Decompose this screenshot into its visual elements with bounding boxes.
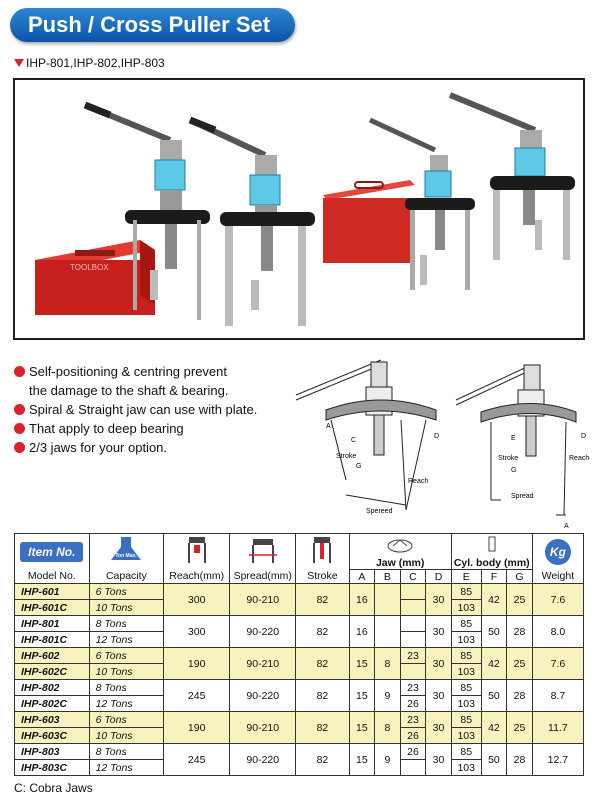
table-cell: 190 <box>164 712 230 744</box>
table-cell <box>400 632 426 648</box>
table-cell: 12 Tons <box>89 632 164 648</box>
svg-text:Spereed: Spereed <box>366 508 393 515</box>
table-cell: 103 <box>451 728 481 744</box>
models-text: IHP-801,IHP-802,IHP-803 <box>26 56 165 70</box>
table-cell: 12 Tons <box>89 696 164 712</box>
table-row <box>15 712 584 728</box>
table-cell: 85 <box>451 584 481 600</box>
table-cell: IHP-601 <box>15 584 90 600</box>
table-cell: 15 <box>349 680 375 712</box>
table-cell: 245 <box>164 680 230 712</box>
table-cell: 8 <box>375 712 401 744</box>
table-cell: IHP-602C <box>15 664 90 680</box>
table-cell: 8 Tons <box>89 680 164 696</box>
spec-table: Item No. Ton Max. Jaw (mm) Cyl. body (mm) Kg Model No. Capacity Reach(mm) Spread(mm) Stroke A B C D E F G Weight IHP-601 6 Tons 300 90-210 82 16 30 85 42 25 7.6 IHP-601C 10 Tons 103 IHP-801 8 Tons 300 90-220 82 16 30 85 50 28 8.0 IHP-801C 12 Tons 103 IHP-602 6 Tons 190 90-210 82 15 8 23 30 85 42 25 7.6 IHP-602C 10 Tons 103 IHP-802 8 Tons 245 90-220 82 15 9 23 30 85 50 28 8.7 IHP-802C 12 Tons 26 103 IHP-603 6 Tons 190 90-210 82 15 8 23 30 85 42 25 11.7 IHP-603C 10 Tons 26 103 IHP-803 8 Tons 245 90-220 82 15 9 26 30 85 50 28 12.7 IHP-803C 12 Tons 103 <box>14 533 584 776</box>
table-cell: 103 <box>451 664 481 680</box>
table-cell: 90-210 <box>230 648 296 680</box>
svg-text:Reach: Reach <box>408 478 429 485</box>
table-cell: IHP-802 <box>15 680 90 696</box>
table-cell: 90-210 <box>230 712 296 744</box>
svg-text:E: E <box>511 435 516 442</box>
item-no-header: Item No. <box>15 534 90 570</box>
table-cell: 15 <box>349 712 375 744</box>
table-cell <box>375 584 401 616</box>
table-cell: 6 Tons <box>89 584 164 600</box>
table-cell: 90-220 <box>230 744 296 776</box>
table-cell: IHP-801C <box>15 632 90 648</box>
table-cell: 82 <box>296 712 349 744</box>
table-cell: 6 Tons <box>89 712 164 728</box>
svg-text:Spread: Spread <box>511 493 534 500</box>
feature-list <box>14 362 304 457</box>
svg-text:Reach: Reach <box>569 455 590 462</box>
table-cell <box>375 616 401 648</box>
table-cell: 28 <box>507 680 533 712</box>
table-cell: 300 <box>164 584 230 616</box>
svg-text:Stroke: Stroke <box>498 455 519 462</box>
svg-text:G: G <box>356 463 362 470</box>
feature-item: 2/3 jaws for your option. <box>14 438 304 457</box>
table-cell: 82 <box>296 680 349 712</box>
table-cell: 30 <box>426 584 452 616</box>
table-cell: 30 <box>426 712 452 744</box>
table-cell <box>400 616 426 632</box>
svg-text:TOOLBOX: TOOLBOX <box>70 263 109 272</box>
table-cell: 7.6 <box>532 584 583 616</box>
red-case <box>323 180 415 263</box>
page-title: Push / Cross Puller Set <box>10 8 295 42</box>
table-cell: 85 <box>451 744 481 760</box>
table-cell: 26 <box>400 744 426 760</box>
table-cell: 50 <box>481 744 507 776</box>
table-cell: 25 <box>507 712 533 744</box>
table-cell: 9 <box>375 744 401 776</box>
table-cell: 103 <box>451 632 481 648</box>
model-line <box>14 56 165 70</box>
table-cell: IHP-801 <box>15 616 90 632</box>
table-cell: 42 <box>481 648 507 680</box>
table-cell: IHP-803 <box>15 744 90 760</box>
feature-item: Self-positioning & centring prevent the damage to the shaft & bearing. <box>14 362 304 400</box>
table-cell: 10 Tons <box>89 664 164 680</box>
table-cell: 10 Tons <box>89 600 164 616</box>
jaw-group-header: Jaw (mm) <box>349 534 451 570</box>
table-row <box>15 616 584 632</box>
table-cell: 103 <box>451 600 481 616</box>
table-cell: 23 <box>400 648 426 664</box>
table-cell: 85 <box>451 712 481 728</box>
table-cell: 50 <box>481 616 507 648</box>
table-cell: 16 <box>349 584 375 616</box>
table-cell <box>400 760 426 776</box>
table-cell: 6 Tons <box>89 648 164 664</box>
reach-icon <box>164 534 230 570</box>
table-cell: 85 <box>451 680 481 696</box>
capacity-icon <box>89 534 164 570</box>
table-cell: 9 <box>375 680 401 712</box>
table-cell: 23 <box>400 680 426 696</box>
table-cell: 245 <box>164 744 230 776</box>
table-cell: IHP-602 <box>15 648 90 664</box>
table-cell: 30 <box>426 680 452 712</box>
table-cell: 82 <box>296 584 349 616</box>
table-cell: 90-220 <box>230 616 296 648</box>
bullet-icon <box>14 404 25 415</box>
table-cell: 42 <box>481 712 507 744</box>
table-cell: 8.0 <box>532 616 583 648</box>
table-cell: 85 <box>451 616 481 632</box>
svg-text:A: A <box>326 423 331 430</box>
puller-2 <box>190 120 315 326</box>
table-cell: 300 <box>164 616 230 648</box>
svg-text:G: G <box>511 467 517 474</box>
puller-set-illustration <box>15 80 583 338</box>
svg-text:A: A <box>564 523 569 530</box>
table-cell: 82 <box>296 744 349 776</box>
spread-icon <box>230 534 296 570</box>
stroke-icon <box>296 534 349 570</box>
table-cell: 28 <box>507 616 533 648</box>
table-cell: 12 Tons <box>89 760 164 776</box>
table-cell: 15 <box>349 744 375 776</box>
table-cell: 8 <box>375 648 401 680</box>
svg-text:C: C <box>351 437 357 444</box>
feature-item: That apply to deep bearing <box>14 419 304 438</box>
table-cell: 25 <box>507 584 533 616</box>
technical-drawing <box>286 350 590 530</box>
table-row <box>15 744 584 760</box>
table-cell: 90-210 <box>230 584 296 616</box>
weight-icon: Kg <box>532 534 583 570</box>
table-cell: 8 Tons <box>89 616 164 632</box>
table-cell <box>400 584 426 600</box>
table-row <box>15 584 584 600</box>
table-cell: IHP-603C <box>15 728 90 744</box>
drawing-left <box>296 360 436 510</box>
table-cell: 16 <box>349 616 375 648</box>
table-cell: 8 Tons <box>89 744 164 760</box>
table-cell: IHP-802C <box>15 696 90 712</box>
table-cell: 12.7 <box>532 744 583 776</box>
table-cell: 30 <box>426 648 452 680</box>
bullet-icon <box>14 366 25 377</box>
table-cell: 30 <box>426 616 452 648</box>
table-cell: IHP-803C <box>15 760 90 776</box>
svg-text:D: D <box>581 433 587 440</box>
table-cell: 190 <box>164 648 230 680</box>
table-cell: 11.7 <box>532 712 583 744</box>
table-cell: 82 <box>296 648 349 680</box>
table-cell: 7.6 <box>532 648 583 680</box>
table-cell: 30 <box>426 744 452 776</box>
table-cell: 26 <box>400 696 426 712</box>
table-cell <box>400 600 426 616</box>
table-cell: 25 <box>507 648 533 680</box>
bullet-icon <box>14 442 25 453</box>
table-row <box>15 648 584 664</box>
table-cell: IHP-603 <box>15 712 90 728</box>
table-cell: 85 <box>451 648 481 664</box>
table-cell: 26 <box>400 728 426 744</box>
table-cell: 50 <box>481 680 507 712</box>
table-cell: 103 <box>451 696 481 712</box>
table-cell: 90-220 <box>230 680 296 712</box>
table-cell: 10 Tons <box>89 728 164 744</box>
cyl-group-header: Cyl. body (mm) <box>451 534 532 570</box>
table-cell: IHP-601C <box>15 600 90 616</box>
product-photo <box>13 78 585 340</box>
svg-text:D: D <box>434 433 440 440</box>
table-cell: 8.7 <box>532 680 583 712</box>
table-cell: 82 <box>296 616 349 648</box>
svg-text:Ton Max.: Ton Max. <box>115 553 138 560</box>
bullet-icon <box>14 423 25 434</box>
footnote: C: Cobra Jaws <box>14 781 93 795</box>
table-cell <box>400 664 426 680</box>
red-triangle-icon <box>14 59 24 67</box>
svg-text:Stroke: Stroke <box>336 453 357 460</box>
table-cell: 42 <box>481 584 507 616</box>
table-cell: 15 <box>349 648 375 680</box>
table-cell: 28 <box>507 744 533 776</box>
table-row <box>15 680 584 696</box>
feature-item: Spiral & Straight jaw can use with plate. <box>14 400 304 419</box>
table-cell: 23 <box>400 712 426 728</box>
table-cell: 103 <box>451 760 481 776</box>
